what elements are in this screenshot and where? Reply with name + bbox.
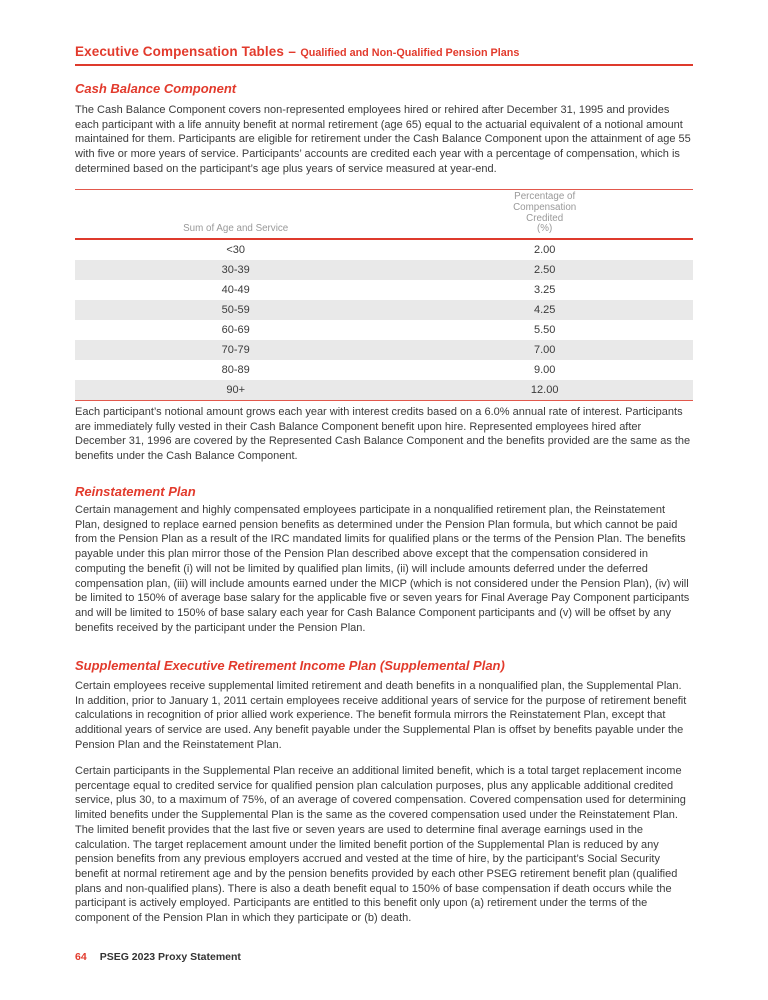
percentage-cell: 9.00 xyxy=(533,364,556,377)
header-title: Executive Compensation Tables xyxy=(75,44,284,59)
table-row xyxy=(75,380,693,401)
section-heading-supplemental-plan: Supplemental Executive Retirement Income Plan (Supplemental Plan) xyxy=(75,658,505,673)
table-row xyxy=(75,280,693,300)
table-row xyxy=(75,239,693,260)
percentage-cell: 3.25 xyxy=(533,284,556,297)
running-header xyxy=(75,43,693,66)
paragraph-cash-balance-2: Each participant’s notional amount grows each year with interest credits based on a 6.0% annual rate of interest. Participants are immediately fully vested in their Cash Balance Component benefit upon hire. Represented employees hired after December 31, 1996 are covered by the Represented Cash Balance Component and the benefits provided are the same as the benefits under the Cash Balance Component. xyxy=(75,406,691,463)
age-service-cell: 60-69 xyxy=(221,324,250,337)
page-number: 64 xyxy=(75,951,87,963)
column-header-line: Compensation xyxy=(513,201,577,213)
table-header-row xyxy=(75,190,693,240)
column-header-line: (%) xyxy=(537,223,553,235)
table-row xyxy=(75,340,693,360)
table-row xyxy=(75,360,693,380)
footer-label: PSEG 2023 Proxy Statement xyxy=(99,951,241,963)
table-row xyxy=(75,260,693,280)
column-header-line: Percentage of xyxy=(514,191,576,202)
percentage-cell: 4.25 xyxy=(533,304,556,317)
age-service-cell: 30-39 xyxy=(221,264,250,277)
header-subtitle: Qualified and Non-Qualified Pension Plans xyxy=(300,47,520,59)
column-header-percentage-credited xyxy=(396,190,693,240)
percentage-cell: 5.50 xyxy=(533,324,556,337)
age-service-cell: 70-79 xyxy=(221,344,250,357)
percentage-cell: 12.00 xyxy=(530,384,559,397)
section-heading-cash-balance-component: Cash Balance Component xyxy=(75,81,237,96)
age-service-cell: 50-59 xyxy=(221,304,250,317)
section-heading-reinstatement-plan: Reinstatement Plan xyxy=(75,484,196,499)
table-row xyxy=(75,300,693,320)
page-footer xyxy=(75,951,693,963)
header-dash: – xyxy=(288,44,296,59)
age-service-cell: 40-49 xyxy=(221,284,250,297)
percentage-cell: 7.00 xyxy=(533,344,556,357)
paragraph-supplemental-1: Certain employees receive supplemental limited retirement and death benefits in a nonqualified plan, the Supplemental Plan. In addition, prior to January 1, 2011 certain employees receive additional years of service for the purpose of retirement benefit calculations in recognition of prior allied work experience. The benefit formula mirrors the Reinstatement Plan, except that additional years of service are used. Any benefit payable under the Supplemental Plan is offset by benefits payable under the Pension Plan and the Reinstatement Plan. xyxy=(75,680,687,751)
percentage-cell: 2.50 xyxy=(533,264,556,277)
table-row xyxy=(75,320,693,340)
age-service-cell: 90+ xyxy=(226,384,246,397)
paragraph-supplemental-2: Certain participants in the Supplemental Plan receive an additional limited benefit, which is a total target replacement income percentage equal to credited service for qualified pension plan calculation purposes, plus any applicable additional credited service, plus 30, to a maximum of 75%, of an average of covered compensation. Covered compensation used for determining limited benefits under the Supplemental Plan is the same as the covered compensation used under the Reinstatement Plan. The limited benefit provides that the last five or seven years are used to determine final average earnings used in the calculation. The target replacement amount under the limited benefit portion of the Supplemental Plan is reduced by any pension benefits from any previous employers accrued and vested at the time of hire, by the participant’s Social Security benefit at normal retirement age and by the pension benefits provided by each other PSEG retirement benefit plan (qualified plans and non-qualified plans). There is also a death benefit equal to 150% of base compensation if death occurs while the participant is actively employed. Participants are entitled to this benefit only upon (a) retirement under the terms of the component of the Pension Plan in which they participate or (b) death. xyxy=(75,765,686,925)
percentage-cell: 2.00 xyxy=(533,244,556,257)
age-service-cell: <30 xyxy=(226,244,246,257)
compensation-credited-table xyxy=(75,189,693,401)
paragraph-reinstatement-1: Certain management and highly compensated employees participate in a nonqualified retirement plan, the Reinstatement Plan, designed to replace earned pension benefits as determined under the Pension Plan formula, but which cannot be paid from the Pension Plan as a result of the IRC mandated limits for qualified plans or the terms of the Pension Plan. The benefits payable under this plan mirror those of the Pension Plan described above except that the compensation considered in computing the benefit (i) will not be limited by qualified plan limits, (ii) will include amounts deferred under the deferred compensation plan, (iii) will include amounts earned under the MICP (which is not considered under the Pension Plan), (iv) will be limited to 150% of average base salary for the applicable five or seven years for Final Average Pay Component participants and will be limited to 150% of base salary each year for Cash Balance Component participants and (v) will be offset by any benefits received by the participant under the Pension Plan. xyxy=(75,504,690,634)
column-header-line: Credited xyxy=(526,212,564,224)
column-header-sum-of-age-and-service: Sum of Age and Service xyxy=(183,223,289,235)
paragraph-cash-balance-1: The Cash Balance Component covers non-represented employees hired or rehired after December 31, 1995 and provides each participant with a life annuity benefit at normal retirement (age 65) equal to the actuarial equivalent of a notional amount maintained for them. Participants are eligible for retirement under the Cash Balance Component upon the attainment of age 55 with five or more years of service. Participants’ accounts are credited each year with a percentage of compensation, which is determined based on the participant’s age plus years of service measured at year-end. xyxy=(75,104,691,175)
age-service-cell: 80-89 xyxy=(221,364,250,377)
